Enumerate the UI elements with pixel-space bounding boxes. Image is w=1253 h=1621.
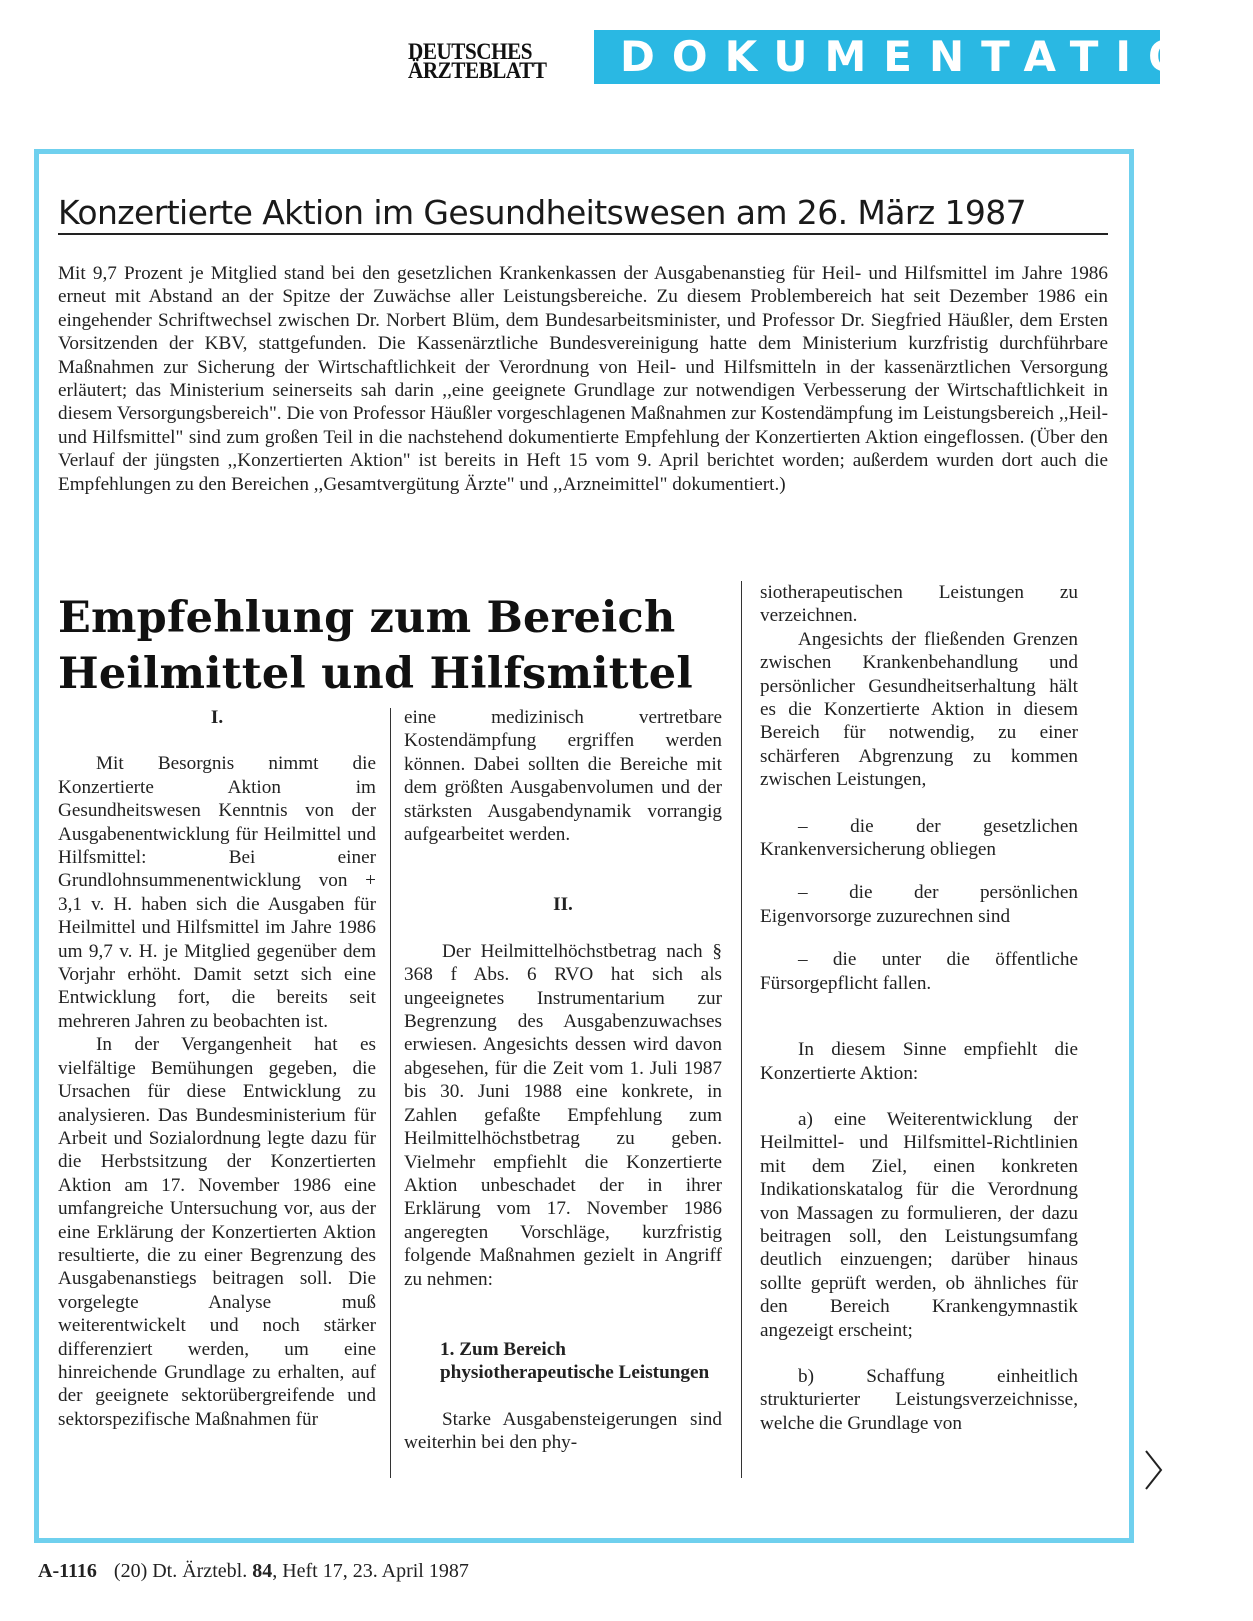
spacer xyxy=(760,1342,1078,1365)
spacer xyxy=(760,792,1078,815)
spacer xyxy=(404,917,722,940)
spacer xyxy=(760,928,1078,948)
col2-paragraph-3: Starke Ausgabensteigerungen sind weiterhin bei den phy- xyxy=(404,1408,722,1454)
column-2 xyxy=(404,706,722,1455)
headline-underline xyxy=(58,233,1108,235)
section-heading-ii: II. xyxy=(553,894,573,916)
masthead-line-2: ÄRZTEBLATT xyxy=(408,58,547,83)
page-footer xyxy=(38,1560,469,1583)
main-title-line-2: Heilmittel und Hilfsmittel xyxy=(58,649,693,699)
col3-paragraph-2: Angesichts der fließenden Grenzen zwischen Krankenbehandlung und persönlicher Gesundheitserhaltung hält es die Konzertierte Aktion in diesem Bereich für notwendig, zu einer schärferen Abgrenzung zu kommen zwischen Leistungen, xyxy=(760,628,1078,791)
spacer xyxy=(760,1085,1078,1108)
column-divider-2 xyxy=(741,581,742,1478)
col3-recommendation-b: b) Schaffung einheitlich strukturierter Leistungsverzeichnisse, welche die Grundlage von xyxy=(760,1365,1078,1434)
col2-paragraph-2: Der Heilmittelhöchstbetrag nach § 368 f Abs. 6 RVO hat sich als ungeeignetes Instrumentarium zur Begrenzung des Ausgabenzuwachses erwiesen. Angesichts dessen wird davon abgesehen, für die Zeit vom 1. Juli 1987 bis 30. Juni 1988 eine konkrete, in Zahlen gefaßte Empfehlung zum Heilmittelhöchstbetrag zu geben. Vielmehr empfiehlt die Konzertierte Aktion unbeschadet der in ihrer Erklärung vom 17. November 1986 angeregten Vorschläge, kurzfristig folgende Maßnahmen gezielt in Angriff zu nehmen: xyxy=(404,940,722,1290)
footer-volume: 84 xyxy=(252,1560,273,1582)
col3-paragraph-1: siotherapeutischen Leistungen zu verzeichnen. xyxy=(760,582,1078,627)
headline: Konzertierte Aktion im Gesundheitswesen am 26. März 1987 xyxy=(58,193,1027,232)
spacer xyxy=(58,729,376,752)
col3-list-item-2: – die der persönlichen Eigenvorsorge zuzurechnen sind xyxy=(760,882,1078,927)
section-heading-i: I. xyxy=(210,707,224,728)
masthead-logo xyxy=(408,39,568,83)
column-3 xyxy=(760,581,1078,1435)
footer-issue: , Heft 17, 23. April 1987 xyxy=(272,1560,469,1582)
col3-paragraph-3: In diesem Sinne empfiehlt die Konzertierte Aktion: xyxy=(760,1039,1078,1084)
masthead-line-1: DEUTSCHES xyxy=(408,39,533,64)
footer-citation: (20) Dt. Ärztebl. xyxy=(113,1560,248,1582)
column-1 xyxy=(58,706,376,1431)
spacer xyxy=(760,995,1078,1038)
continue-arrow-icon xyxy=(1144,1449,1164,1491)
col2-paragraph-1: eine medizinisch vertretbare Kostendämpfung ergriffen werden können. Dabei sollten die Bereiche mit dem größten Ausgabenvolumen und der stärksten Ausgabendynamik vorrangig aufgearbeitet werden. xyxy=(404,707,722,846)
spacer xyxy=(404,846,722,893)
col1-paragraph-1: Mit Besorgnis nimmt die Konzertierte Aktion im Gesundheitswesen Kenntnis von der Ausgabenentwicklung für Heilmittel und Hilfsmittel: Bei einer Grundlohnsummenentwicklung von + 3,1 v. H. haben sich die Ausgaben für Heilmittel und Hilfsmittel im Jahre 1986 um 9,7 v. H. je Mitglied gegenüber dem Vorjahr erhöht. Damit setzt sich eine Entwicklung fort, die bereits seit mehreren Jahren zu beobachten ist. xyxy=(58,753,376,1032)
subheading-physiotherapy: 1. Zum Bereich physiotherapeutische Leistungen xyxy=(440,1338,710,1384)
col3-list-item-3: – die unter die öffentliche Fürsorgepflicht fallen. xyxy=(760,949,1078,994)
column-divider-1 xyxy=(390,708,391,1478)
spacer xyxy=(404,1291,722,1338)
section-label: DOKUMENTATION xyxy=(594,30,1160,84)
col3-recommendation-a: a) eine Weiterentwicklung der Heilmittel- und Hilfsmittel-Richtlinien mit dem Ziel, einen konkreten Indikationskatalog für die Verordnung von Massagen zu formulieren, der dazu beitragen soll, den Leistungsumfang deutlich einzuengen; darüber hinaus sollte geprüft werden, ob ähnliches für den Bereich Krankengymnastik angezeigt erscheint; xyxy=(760,1108,1078,1341)
main-title-line-1: Empfehlung zum Bereich xyxy=(58,593,676,643)
col3-list-item-1: – die der gesetzlichen Krankenversicherung obliegen xyxy=(760,815,1078,861)
spacer xyxy=(760,861,1078,881)
spacer xyxy=(404,1385,722,1408)
main-title xyxy=(58,590,758,702)
intro-paragraph: Mit 9,7 Prozent je Mitglied stand bei den gesetzlichen Krankenkassen der Ausgabenanstieg für Heil- und Hilfsmittel im Jahre 1986 erneut mit Abstand an der Spitze der Zuwächse aller Leistungsbereiche. Zu diesem Problembereich hat seit Dezember 1986 ein eingehender Schriftwechsel zwischen Dr. Norbert Blüm, dem Bundesarbeitsminister, und Professor Dr. Siegfried Häußler, dem Ersten Vorsitzenden der KBV, stattgefunden. Die Kassenärztliche Bundesvereinigung hatte dem Ministerium kurzfristig durchführbare Maßnahmen zur Sicherung der Wirtschaftlichkeit der Verordnung von Heil- und Hilfsmitteln in der kassenärztlichen Versorgung erläutert; das Ministerium seinerseits sah darin ,,eine geeignete Grundlage zur notwendigen Verbesserung der Wirtschaftlichkeit in diesem Versorgungsbereich". Die von Professor Häußler vorgeschlagenen Maßnahmen zur Kostendämpfung im Leistungsbereich ,,Heil- und Hilfsmittel" sind zum großen Teil in die nachstehend dokumentierte Empfehlung der Konzertierten Aktion eingeflossen. (Über den Verlauf der jüngsten ,,Konzertierten Aktion" ist bereits in Heft 15 vom 9. April berichtet worden; außerdem wurden dort auch die Empfehlungen zu den Bereichen ,,Gesamtvergütung Ärzte" und ,,Arzneimittel" dokumentiert.) xyxy=(58,263,1108,495)
col1-paragraph-2: In der Vergangenheit hat es vielfältige Bemühungen gegeben, die Ursachen für diese Entwicklung zu analysieren. Das Bundesministerium für Arbeit und Sozialordnung legte dazu für die Herbstsitzung der Konzertierten Aktion am 17. November 1986 eine umfangreiche Untersuchung vor, aus der eine Erklärung der Konzertierten Aktion resultierte, die zu einer Begrenzung des Ausgabenanstiegs beitragen soll. Die vorgelegte Analyse muß weiterentwickelt und noch stärker differenziert werden, um eine hinreichende Grundlage zu erhalten, auf der geeignete sektorübergreifende und sektorspezifische Maßnahmen für xyxy=(58,1034,376,1430)
page-number: A-1116 xyxy=(38,1560,97,1582)
